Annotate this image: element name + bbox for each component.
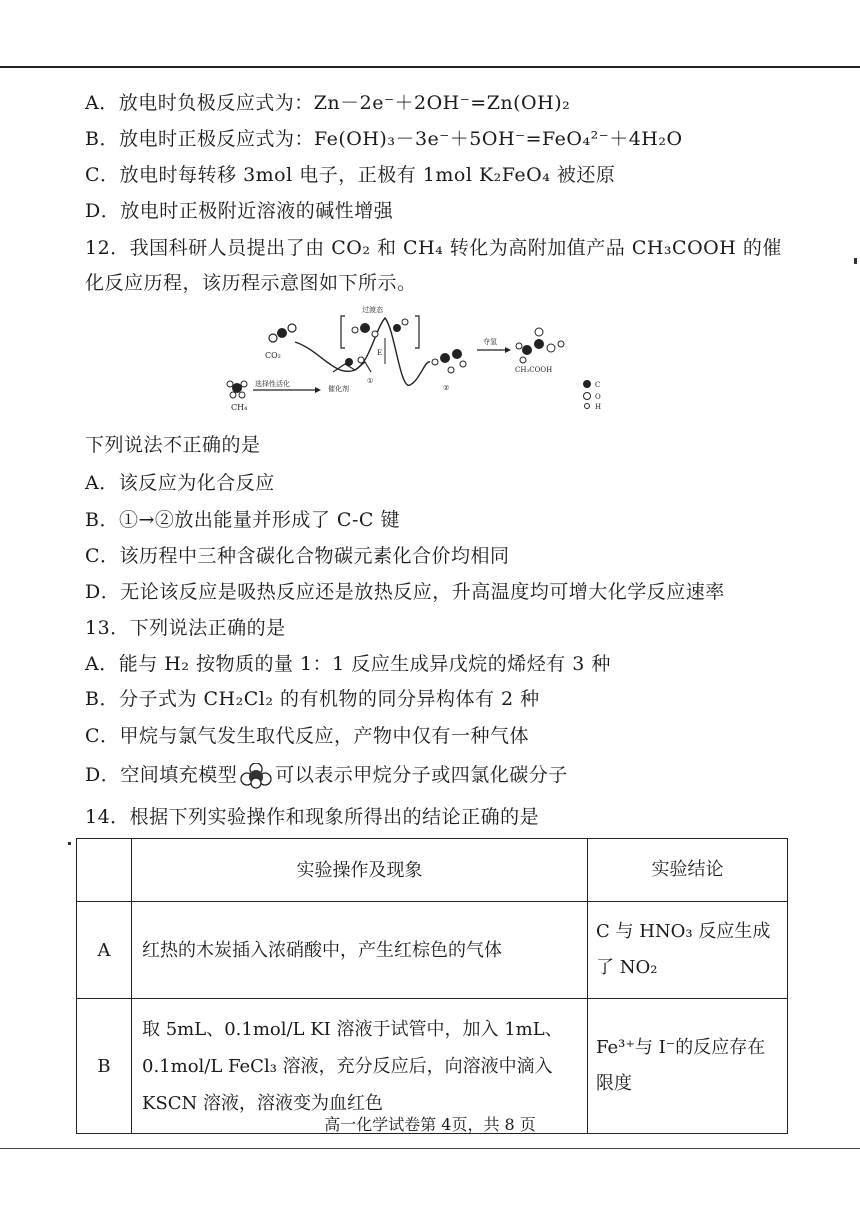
transition-label: 过渡态: [362, 306, 383, 314]
q13-option-d: [85, 760, 568, 789]
q14-stem: 14．根据下列实验操作和现象所得出的结论正确的是: [85, 806, 540, 828]
q13-option-a: A．能与 H₂ 按物质的量 1：1 反应生成异戊烷的烯烃有 3 种: [85, 653, 611, 675]
header-conclusion: 实验结论: [588, 839, 788, 902]
catalyst-label: 催化剂: [328, 385, 349, 393]
q13-stem: 13．下列说法正确的是: [85, 617, 286, 639]
q13-option-c: C．甲烷与氯气发生取代反应，产物中仅有一种气体: [85, 725, 530, 747]
reaction-pathway-diagram: [225, 300, 645, 420]
ch4-label: CH₄: [231, 403, 248, 412]
margin-mark: [68, 842, 71, 845]
arrow-label: 夺氢: [483, 338, 497, 346]
q11-option-a: A．放电时负极反应式为：Zn－2e⁻＋2OH⁻=Zn(OH)₂: [85, 92, 571, 114]
legend-c: C: [595, 381, 601, 389]
q12-option-a: A．该反应为化合反应: [85, 472, 275, 494]
q12-option-c: C．该历程中三种含碳化合物碳元素化合价均相同: [85, 545, 510, 567]
row-conclusion: Fe³⁺与 I⁻的反应存在限度: [588, 999, 788, 1134]
product-label: CH₃COOH: [515, 366, 553, 374]
co2-label: CO₂: [265, 351, 281, 360]
activation-label: 选择性活化: [255, 380, 290, 388]
q12-option-b: B．①→②放出能量并形成了 C-C 键: [85, 509, 400, 531]
q11-option-b: B．放电时正极反应式为：Fe(OH)₃－3e⁻＋5OH⁻=FeO₄²⁻＋4H₂O: [85, 128, 683, 150]
top-rule: [0, 66, 860, 68]
row-label: A: [77, 902, 132, 999]
q12-option-d: D．无论该反应是吸热反应还是放热反应，升高温度均可增大化学反应速率: [85, 581, 725, 603]
header-operation: 实验操作及现象: [132, 839, 588, 902]
ch4-molecule: [227, 381, 247, 398]
q12-stem: 12．我国科研人员提出了由 CO₂ 和 CH₄ 转化为高附加值产品 CH₃COOH 的催: [85, 237, 782, 259]
q12-stem-cont: 化反应历程，该历程示意图如下所示。: [85, 272, 417, 294]
table-header-row: [77, 839, 788, 902]
bottom-rule: [0, 1148, 860, 1149]
q11-option-d: D．放电时正极附近溶液的碱性增强: [85, 200, 394, 222]
row-conclusion: C 与 HNO₃ 反应生成了 NO₂: [588, 902, 788, 999]
margin-mark: [854, 258, 857, 264]
row-operation: 取 5mL、0.1mol/L KI 溶液于试管中，加入 1mL、0.1mol/L FeCl₃ 溶液，充分反应后，向溶液中滴入 KSCN 溶液，溶液变为血红色: [132, 999, 588, 1134]
q13-option-b: B．分子式为 CH₂Cl₂ 的有机物的同分异构体有 2 种: [85, 688, 540, 710]
table-row: [77, 902, 788, 999]
energy-label: E: [377, 349, 383, 357]
row-label: B: [77, 999, 132, 1134]
step2-label: ②: [443, 384, 450, 392]
page-footer: 高一化学试卷第 4页，共 8 页: [324, 1115, 536, 1134]
q13-option-d-text: D．空间填充模型: [85, 764, 238, 786]
legend-o: O: [595, 393, 601, 401]
table-corner-cell: [77, 839, 132, 902]
co2-molecule: [269, 324, 296, 342]
q13-option-d-text-cont: 可以表示甲烷分子或四氯化碳分子: [275, 764, 568, 786]
experiment-table: [76, 838, 788, 1134]
ch3cooh-molecule: [516, 328, 564, 363]
space-filling-model-icon: [239, 763, 273, 789]
q12-question: 下列说法不正确的是: [85, 434, 261, 456]
q11-option-c: C．放电时每转移 3mol 电子，正极有 1mol K₂FeO₄ 被还原: [85, 164, 616, 186]
legend-h: H: [595, 403, 602, 411]
step1-label: ①: [367, 377, 374, 385]
row-operation: 红热的木炭插入浓硝酸中，产生红棕色的气体: [132, 902, 588, 999]
